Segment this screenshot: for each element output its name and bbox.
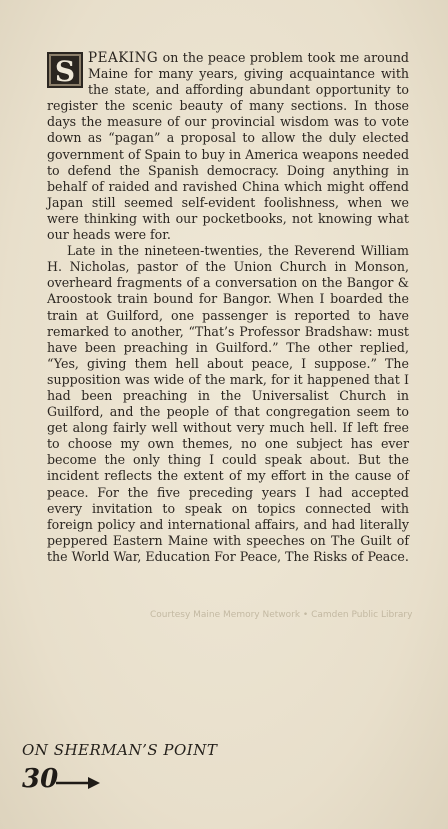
book-title-footer: ON SHERMAN’S POINT bbox=[22, 741, 218, 759]
arrow-right-icon bbox=[56, 776, 100, 790]
lead-word: PEAKING bbox=[88, 50, 159, 66]
drop-cap-letter: S bbox=[47, 52, 83, 88]
paragraph-1 bbox=[47, 50, 409, 243]
page-number: 30 bbox=[22, 764, 59, 794]
body-text bbox=[47, 50, 409, 565]
paragraph-1-text: on the peace problem took me around Maine for many years, giving acquaintance with the state, and affording abundant opportunity to register the scenic beauty of many sections. In those days the measure of our provincial wisdom was to vote down as “pagan” a proposal to allow the duly elected government of Spain to buy in America weapons needed to defend the Spanish democracy. Doing anything in behalf of raided and ravished China which might offend Japan still seemed self-evident foolishness, when we were thinking with our pocketbooks, not knowing what our heads were for. bbox=[47, 50, 409, 243]
watermark-text: Courtesy Maine Memory Network • Camden Public Library bbox=[150, 610, 413, 620]
paragraph-2: Late in the nineteen-twenties, the Reverend William H. Nicholas, pastor of the Union Church in Monson, overheard fragments of a conversation on the Bangor & Aroostook train bound for Bangor. When I boarded the train at Guilford, one passenger is reported to have remarked to another, “That’s Professor Bradshaw: must have been preaching in Guilford.” The other replied, “Yes, giving them hell about peace, I suppose.” The supposition was wide of the mark, for it happened that I had been preaching in the Universalist Church in Guilford, and the people of that congregation seem to get along fairly well without very much hell. If left free to choose my own themes, no one subject has ever become the only thing I could speak about. But the incident reflects the extent of my effort in the cause of peace. For the five preceding years I had accepted every invitation to speak on topics connected with foreign policy and international affairs, and had literally peppered Eastern Maine with speeches on The Guilt of the World War, Education For Peace, The Risks of Peace. bbox=[47, 243, 409, 564]
